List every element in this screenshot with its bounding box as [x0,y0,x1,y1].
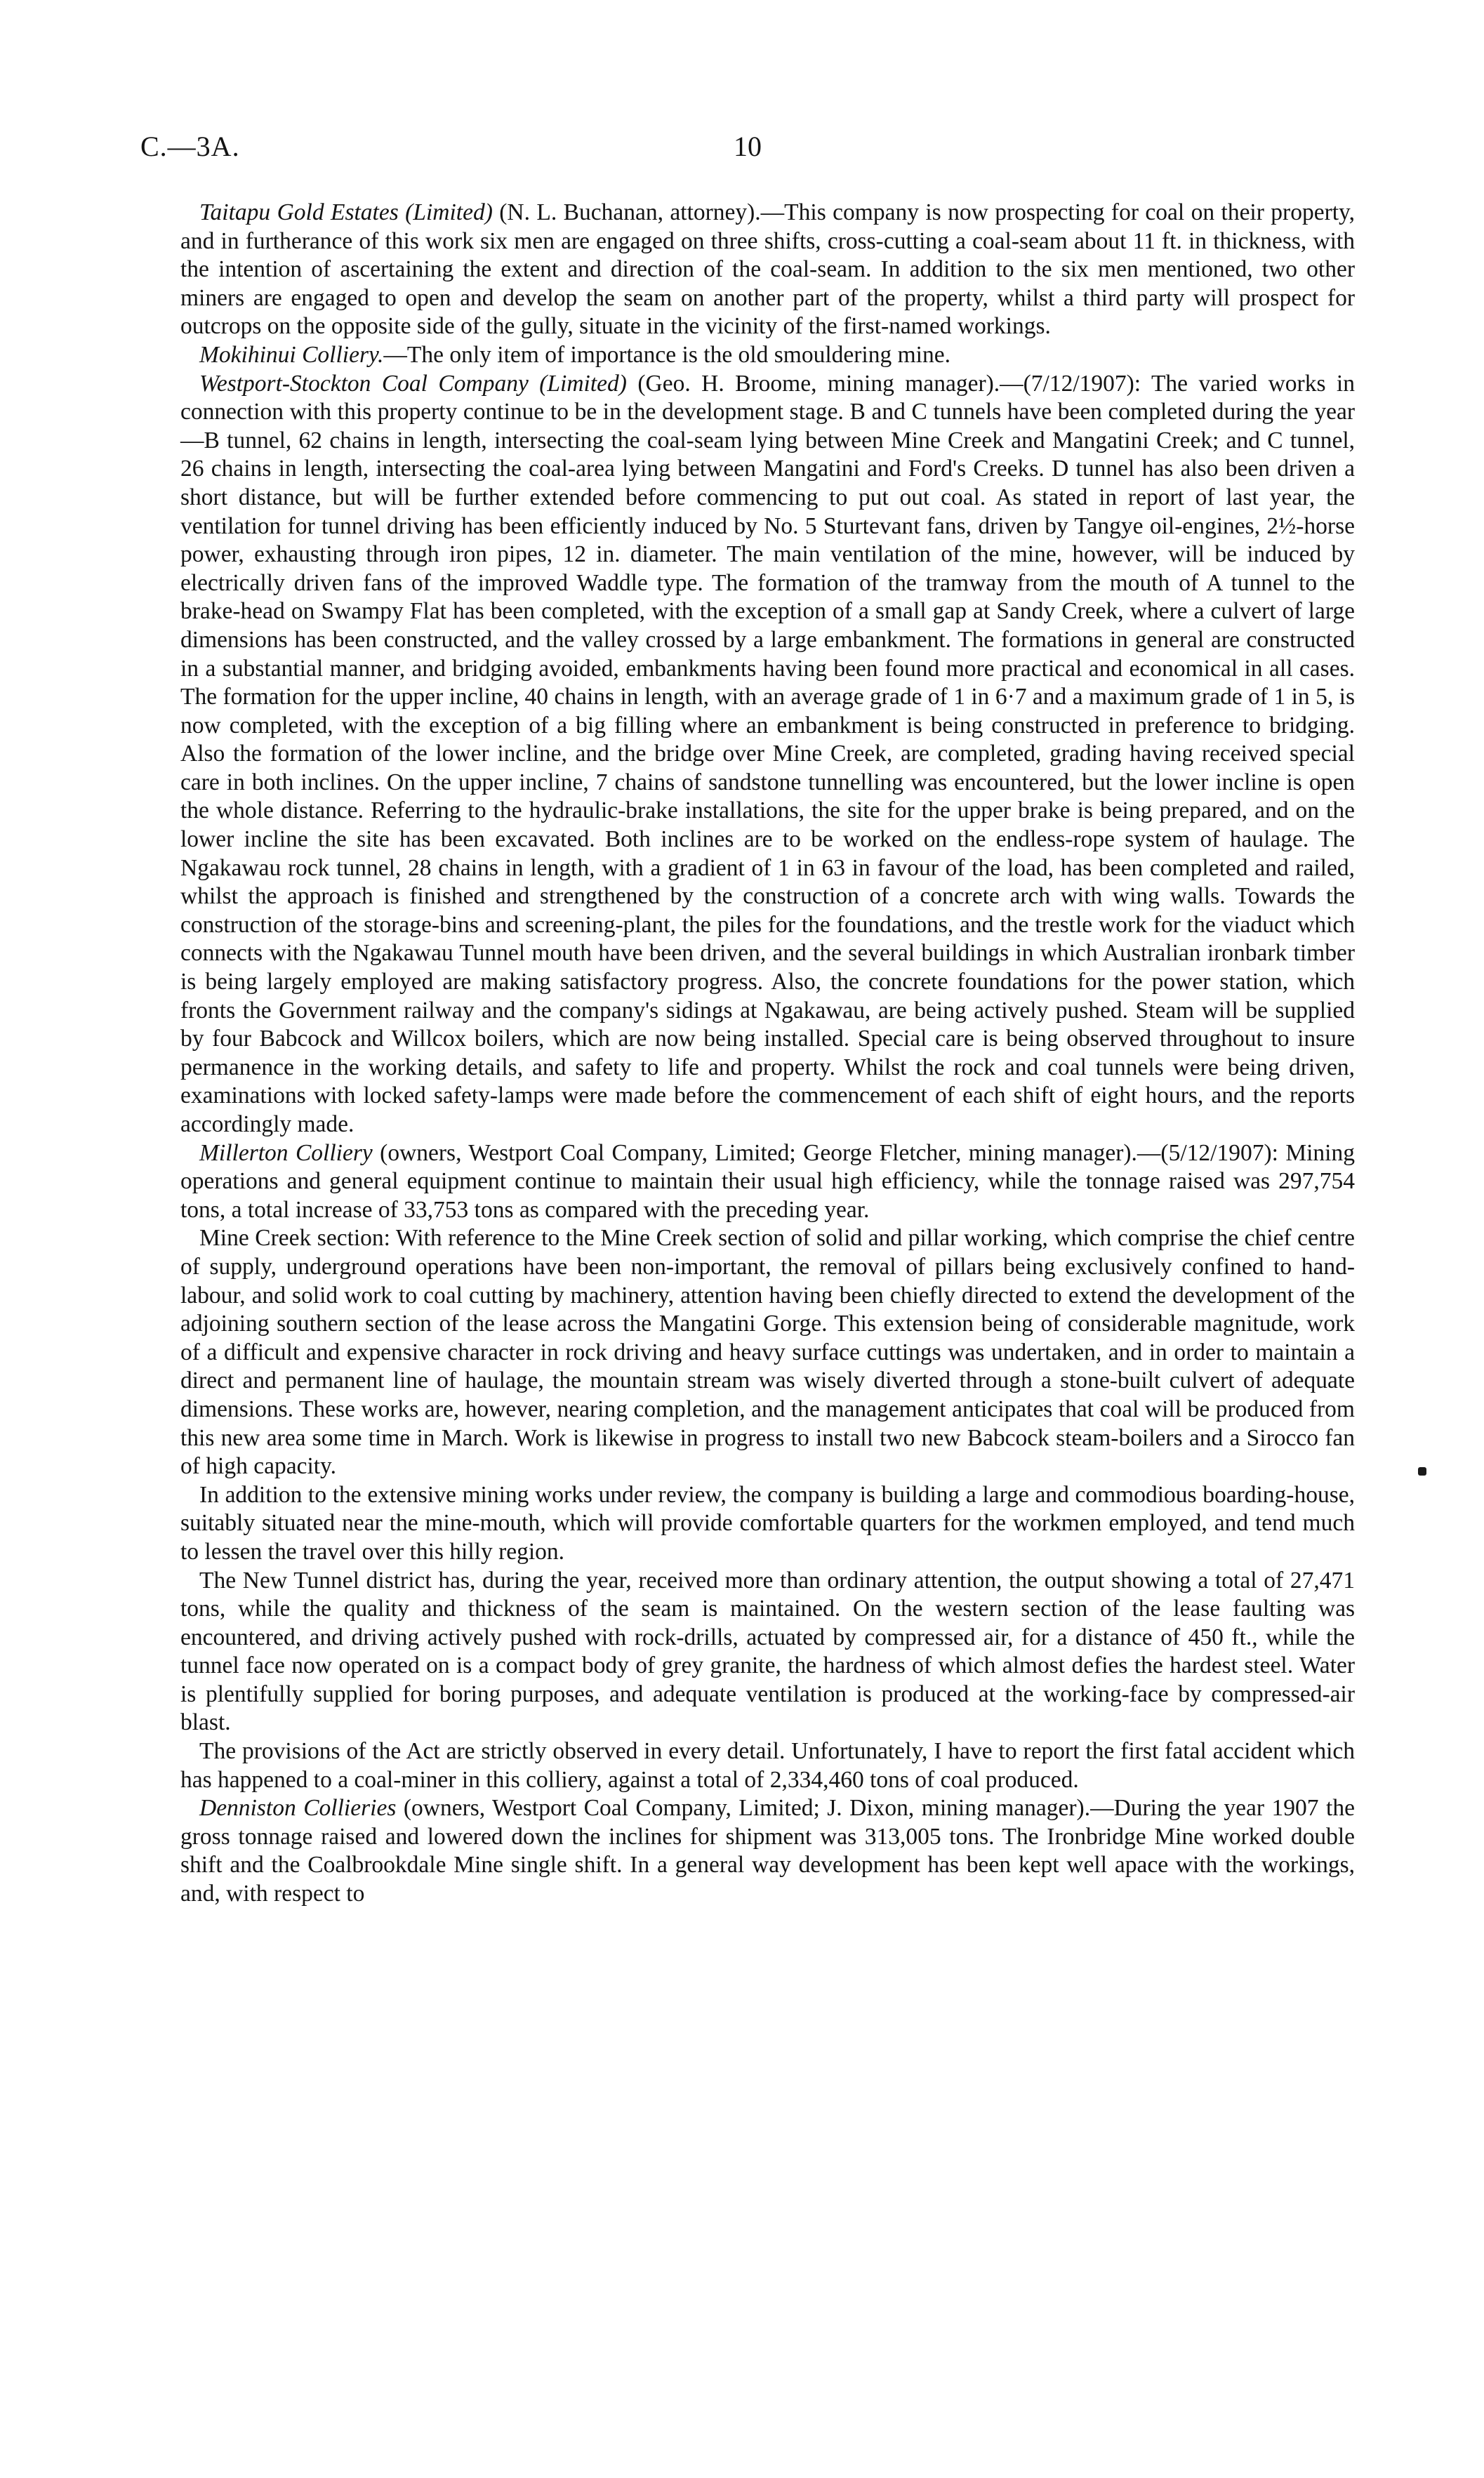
paragraph-mine-creek [180,1224,1355,1480]
body-text [180,199,1355,1909]
paragraph-text: (owners, Westport Coal Company, Limited; George Fletcher, mining manager).—(5/12/1907): Mining operations and general equipment continue to maintain their usual high efficiency, while the tonnage raised was 297,754 tons, a total increase of 33,753 tons as compared with the preceding year. [180,1139,1355,1223]
paragraph-lead: Mokihinui Colliery. [199,341,384,368]
paragraph-lead: Millerton Colliery [199,1139,373,1166]
paragraph-lead: Westport-Stockton Coal Company (Limited) [199,370,627,397]
page-number: 10 [734,131,762,162]
paragraph-lead: Denniston Collieries [199,1795,397,1822]
margin-mark [1418,1467,1426,1476]
paragraph-westport-stockton [180,370,1355,1139]
paragraph-lead: Taitapu Gold Estates (Limited) [199,199,493,225]
paragraph-text: The provisions of the Act are strictly observed in every detail. Unfortunately, I have to report the first fatal accident which has happened to a coal-miner in this colliery, against a total of 2,334,460 tons of coal produced. [180,1738,1355,1793]
paragraph-text: (Geo. H. Broome, mining manager).—(7/12/1907): The varied works in connection with this property continue to be in the development stage. B and C tunnels have been completed during the year—B tunnel, 62 chains in length, intersecting the coal-seam lying between Mine Creek and Mangatini Creek; and C tunnel, 26 chains in length, intersecting the coal-area lying between Mangatini and Ford's Creeks. D tunnel has also been driven a short distance, but will be further extended before commencing to put out coal. As stated in report of last year, the ventilation for tunnel driving has been efficiently induced by No. 5 Sturtevant fans, driven by Tangye oil-engines, 2½-horse power, exhausting through iron pipes, 12 in. diameter. The main ventilation of the mine, however, will be induced by electrically driven fans of the improved Waddle type. The formation of the tramway from the mouth of A tunnel to the brake-head on Swampy Flat has been completed, with the exception of a small gap at Sandy Creek, where a culvert of large dimensions has been constructed, and the valley crossed by a large embankment. The formations in general are constructed in a substantial manner, and bridging avoided, embankments having been found more practical and economical in all cases. The formation for the upper incline, 40 chains in length, with an average grade of 1 in 6·7 and a maximum grade of 1 in 5, is now completed, with the exception of a big filling where an embankment is being constructed in preference to bridging. Also the formation of the lower incline, and the bridge over Mine Creek, are completed, grading having received special care in both inclines. On the upper incline, 7 chains of sandstone tunnelling was encountered, but the lower incline is open the whole distance. Referring to the hydraulic-brake installations, the site for the upper brake is being prepared, and on the lower incline the site has been excavated. Both inclines are to be worked on the endless-rope system of haulage. The Ngakawau rock tunnel, 28 chains in length, with a gradient of 1 in 63 in favour of the load, has been completed and railed, whilst the approach is finished and strengthened by the construction of a concrete arch with wing walls. Towards the construction of the storage-bins and screening-plant, the piles for the foundations, and the trestle work for the viaduct which connects with the Ngakawau Tunnel mouth have been driven, and the several buildings in which Australian ironbark timber is being largely employed are making satisfactory progress. Also, the concrete foundations for the power station, which fronts the Government railway and the company's sidings at Ngakawau, are being actively pushed. Steam will be supplied by four Babcock and Willcox boilers, which are now being installed. Special care is being observed throughout to insure permanence in the working details, and safety to life and property. Whilst the rock and coal tunnels were being driven, examinations with locked safety-lamps were made before the commencement of each shift of eight hours, and the reports accordingly made. [180,370,1355,1137]
paragraph-provisions [180,1737,1355,1794]
paragraph-text: (owners, Westport Coal Company, Limited; J. Dixon, mining manager).—During the year 1907 the gross tonnage raised and lowered down the inclines for shipment was 313,005 tons. The Ironbridge Mine worked double shift and the Coalbrookdale Mine single shift. In a general way development has been kept well apace with the workings, and, with respect to [180,1795,1355,1907]
paragraph-text: Mine Creek section: With reference to the Mine Creek section of solid and pillar working, which comprise the chief centre of supply, underground operations have been non-important, the removal of pillars being exclusively confined to hand-labour, and solid work to coal cutting by machinery, attention having been chiefly directed to extend the development of the adjoining southern section of the lease across the Mangatini Gorge. This extension being of considerable magnitude, work of a difficult and expensive character in rock driving and heavy surface cuttings was undertaken, and in order to maintain a direct and permanent line of haulage, the mountain stream was wisely diverted through a stone-built culvert of adequate dimensions. These works are, however, nearing completion, and the management anticipates that coal will be produced from this new area some time in March. Work is likewise in progress to install two new Babcock steam-boilers and a Sirocco fan of high capacity. [180,1225,1355,1480]
paragraph-new-tunnel [180,1567,1355,1738]
paragraph-denniston [180,1794,1355,1908]
paragraph-text: The New Tunnel district has, during the year, received more than ordinary attention, the output showing a total of 27,471 tons, while the quality and thickness of the seam is maintained. On the western section of the lease faulting was encountered, and driving actively pushed with rock-drills, actuated by compressed air, for a distance of 450 ft., while the tunnel face now operated on is a compact body of grey granite, the hardness of which almost defies the hardest steel. Water is plentifully supplied for boring purposes, and adequate ventilation is produced at the working-face by compressed-air blast. [180,1567,1355,1736]
paragraph-text: —The only item of importance is the old smouldering mine. [383,341,950,368]
paragraph-mokihinui [180,341,1355,370]
paragraph-taitapu [180,199,1355,341]
paragraph-millerton [180,1139,1355,1225]
paragraph-boarding-house [180,1481,1355,1567]
page-header [140,130,1355,172]
paragraph-text: (N. L. Buchanan, attorney).—This company is now prospecting for coal on their property, and in furtherance of this work six men are engaged on three shifts, cross-cutting a coal-seam about 11 ft. in thickness, with the intention of ascertaining the extent and direction of the coal-seam. In addition to the six men mentioned, two other miners are engaged to open and develop the seam on another part of the property, whilst a third party will prospect for outcrops on the opposite side of the gully, situate in the vicinity of the first-named workings. [180,199,1355,340]
paragraph-text: In addition to the extensive mining works under review, the company is building a large and commodious boarding-house, suitably situated near the mine-mouth, which will provide comfortable quarters for the workmen employed, and tend much to lessen the travel over this hilly region. [180,1481,1355,1565]
document-reference: C.—3A. [140,131,240,162]
